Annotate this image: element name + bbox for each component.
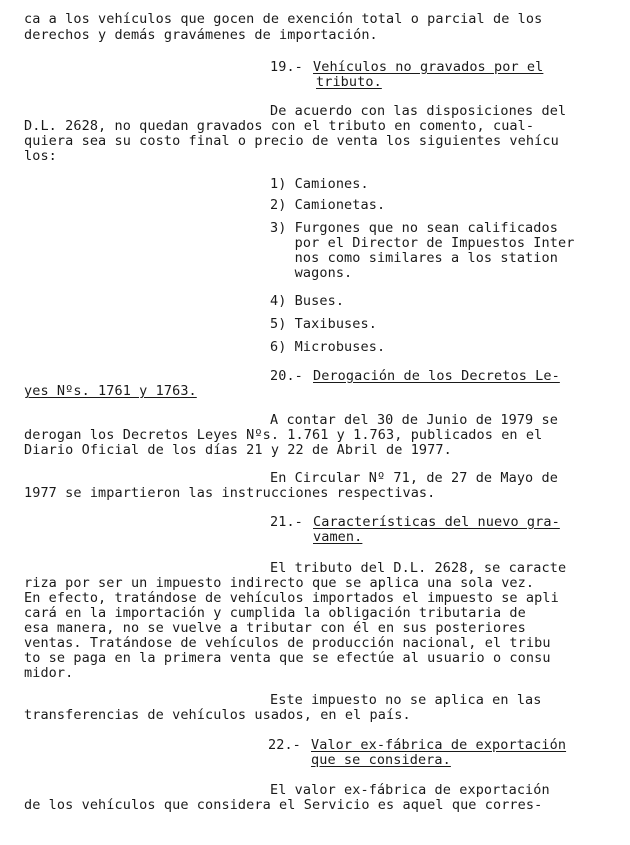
- section-19-para-line-2: D.L. 2628, no quedan gravados con el tributo en comento, cual-: [24, 118, 535, 134]
- list-item-2: 2) Camionetas.: [270, 197, 386, 213]
- section-21-number: 21.-: [270, 514, 303, 530]
- section-22-para-line-1: El valor ex-fábrica de exportación: [270, 782, 550, 798]
- section-20-para-1-line-1: A contar del 30 de Junio de 1979 se: [270, 412, 558, 428]
- section-21-para-1-line-8: midor.: [24, 665, 74, 681]
- section-21-para-1-line-1: El tributo del D.L. 2628, se caracte: [270, 560, 567, 576]
- section-22-heading-line-2: que se considera.: [311, 752, 451, 768]
- section-19-heading-line-2: tributo.: [316, 74, 382, 90]
- section-21-heading-line-2: vamen.: [313, 529, 363, 545]
- section-19-para-line-4: los:: [24, 148, 57, 164]
- section-20-para-1-line-2: derogan los Decretos Leyes Nºs. 1.761 y 1.763, publicados en el: [24, 427, 543, 443]
- list-item-3-line-4: wagons.: [270, 265, 353, 281]
- section-21-heading-line-1: Características del nuevo gra-: [313, 514, 560, 530]
- section-20-heading-line-2: yes Nºs. 1761 y 1763.: [24, 383, 197, 399]
- list-item-4: 4) Buses.: [270, 293, 345, 309]
- list-item-6: 6) Microbuses.: [270, 339, 386, 355]
- section-20-heading-line-1: Derogación de los Decretos Le-: [313, 368, 560, 384]
- section-21-para-2-line-1: Este impuesto no se aplica en las: [270, 692, 542, 708]
- section-22-para-line-2: de los vehículos que considera el Servicio es aquel que corres-: [24, 797, 543, 813]
- section-21-para-1-line-3: En efecto, tratándose de vehículos importados el impuesto se apli: [24, 590, 559, 606]
- section-20-para-2-line-2: 1977 se impartieron las instrucciones respectivas.: [24, 485, 436, 501]
- section-21-para-1-line-2: riza por ser un impuesto indirecto que se aplica una sola vez.: [24, 575, 535, 591]
- list-item-5: 5) Taxibuses.: [270, 316, 377, 332]
- intro-line-1: ca a los vehículos que gocen de exención total o parcial de los: [24, 11, 543, 27]
- section-20-para-2-line-1: En Circular Nº 71, de 27 de Mayo de: [270, 470, 558, 486]
- section-19-heading-line-1: Vehículos no gravados por el: [313, 59, 544, 75]
- section-21-para-1-line-4: cará en la importación y cumplida la obligación tributaria de: [24, 605, 526, 621]
- section-21-para-1-line-6: ventas. Tratándose de vehículos de producción nacional, el tribu: [24, 635, 551, 651]
- section-21-para-1-line-7: to se paga en la primera venta que se efectúe al usuario o consu: [24, 650, 551, 666]
- section-20-number: 20.-: [270, 368, 303, 384]
- section-21-para-1-line-5: esa manera, no se vuelve a tributar con él en sus posteriores: [24, 620, 526, 636]
- section-19-para-line-1: De acuerdo con las disposiciones del: [270, 103, 567, 119]
- list-item-3-line-1: 3) Furgones que no sean calificados: [270, 220, 558, 236]
- list-item-3-line-3: nos como similares a los station: [270, 250, 558, 266]
- section-20-para-1-line-3: Diario Oficial de los días 21 y 22 de Abril de 1977.: [24, 442, 452, 458]
- section-22-heading-line-1: Valor ex-fábrica de exportación: [311, 737, 567, 753]
- section-19-para-line-3: quiera sea su costo final o precio de venta los siguientes vehícu: [24, 133, 559, 149]
- section-22-number: 22.-: [268, 737, 301, 753]
- list-item-1: 1) Camiones.: [270, 176, 369, 192]
- section-19-number: 19.-: [270, 59, 303, 75]
- section-21-para-2-line-2: transferencias de vehículos usados, en el país.: [24, 707, 411, 723]
- list-item-3-line-2: por el Director de Impuestos Inter: [270, 235, 575, 251]
- intro-line-2: derechos y demás gravámenes de importación.: [24, 27, 378, 43]
